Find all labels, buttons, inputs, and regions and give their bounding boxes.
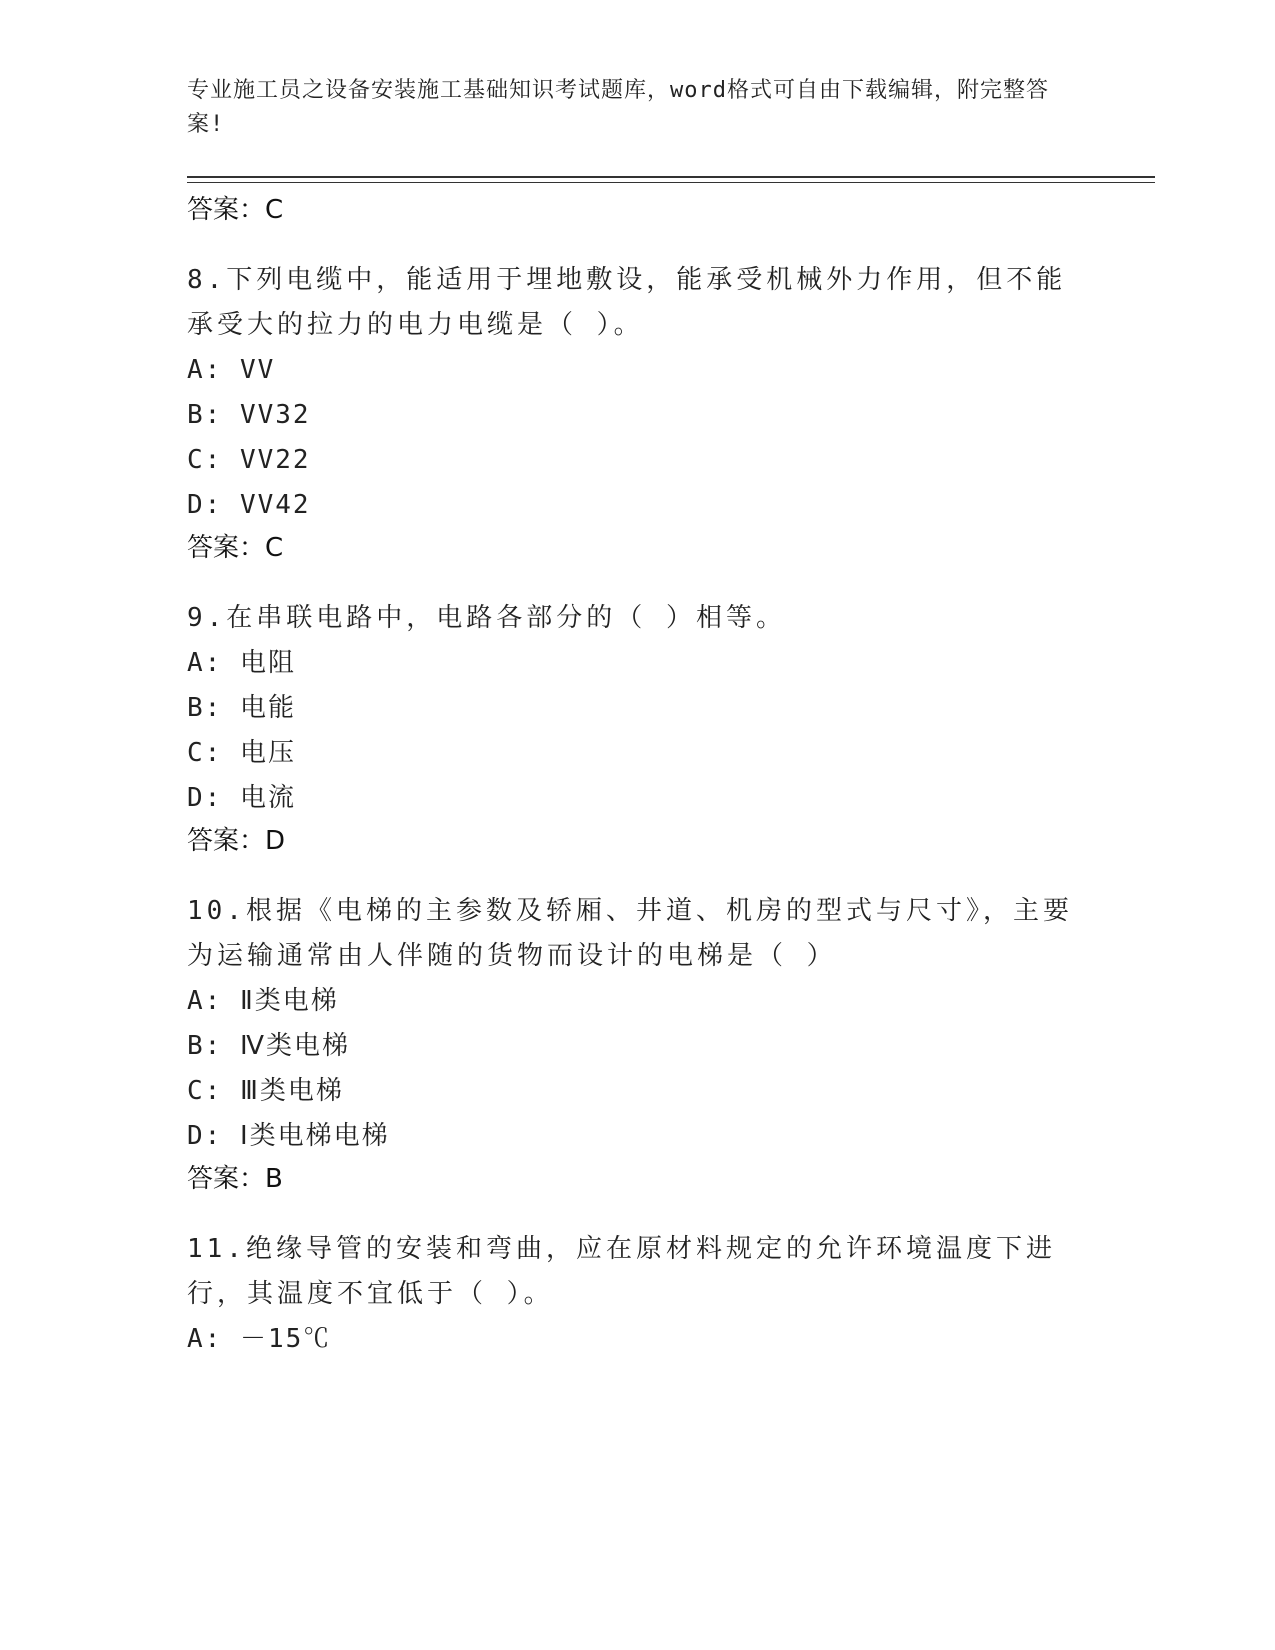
question-list (187, 190, 1087, 1386)
question-11 (187, 1227, 1087, 1362)
option-a: A: －15℃ (187, 1324, 332, 1354)
option-a: A: Ⅱ类电梯 (187, 986, 339, 1016)
question-text: 11.绝缘导管的安装和弯曲，应在原材料规定的允许环境温度下进行，其温度不宜低于（ ）。 (187, 1234, 1056, 1309)
header-rule-thick (187, 176, 1155, 178)
header-rule-thin (187, 182, 1155, 183)
answer-line: 答案：C (187, 195, 284, 225)
option-a: A: VV (187, 355, 276, 385)
option-b: B: Ⅳ类电梯 (187, 1031, 350, 1061)
question-text: 8.下列电缆中，能适用于埋地敷设，能承受机械外力作用，但不能承受大的拉力的电力电缆是（ ）。 (187, 265, 1067, 340)
answer-line: 答案：B (187, 1164, 283, 1194)
option-c: C: 电压 (187, 738, 296, 768)
option-b: B: 电能 (187, 693, 296, 723)
question-text: 10.根据《电梯的主参数及轿厢、井道、机房的型式与尺寸》，主要为运输通常由人伴随的货物而设计的电梯是（ ） (187, 896, 1073, 971)
option-c: C: Ⅲ类电梯 (187, 1076, 344, 1106)
option-b: B: VV32 (187, 400, 311, 430)
option-a: A: 电阻 (187, 648, 296, 678)
option-d: D: VV42 (187, 490, 311, 520)
question-text: 9.在串联电路中，电路各部分的（ ）相等。 (187, 603, 786, 633)
header-text: 专业施工员之设备安装施工基础知识考试题库，word格式可自由下载编辑，附完整答案! (187, 78, 1049, 137)
option-d: D: Ⅰ类电梯电梯 (187, 1121, 390, 1151)
option-c: C: VV22 (187, 445, 311, 475)
option-d: D: 电流 (187, 783, 296, 813)
question-8 (187, 258, 1087, 572)
question-10 (187, 889, 1087, 1203)
answer-line: 答案：D (187, 826, 286, 856)
answer-line: 答案：C (187, 533, 284, 563)
question-9 (187, 596, 1087, 865)
